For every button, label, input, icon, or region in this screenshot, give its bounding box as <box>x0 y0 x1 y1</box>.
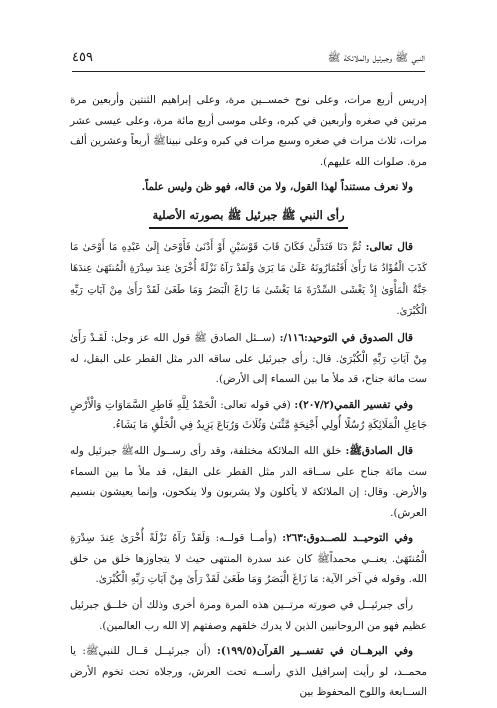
statement-paragraph: ولا نعرف مستنداً لهذا القول، ولا من قاله، فهو ظن وليس علماً. <box>141 181 413 194</box>
page-header <box>72 50 425 67</box>
page-body <box>70 90 427 708</box>
intro-paragraph: إدريس أربع مرات، وعلى نوح خمســين مرة، وعلى إبراهيم الثنتين وأربعين مرة مرتين في صغره وأربعين في كبره، وعلى موسى أربع مائة مرة، وعلى عيسى عشر مرات، ثلاث مرات في صغره وسبع مرات في كبره وعلى نبيناﷺ أربعاً وعشرين ألف مرة. صلوات الله عليهم). <box>70 94 427 168</box>
paragraph-tawhid-263 <box>70 528 427 590</box>
paragraph-text: رأى جبرئيــل في صورته مرتــين هذه المرة ومرة أخرى وذلك أن خلــق جبرئيل عظيم فهو من الروحانيين الذين لا يدرك خلقهم وصفتهم إلا الله رب العالمين). <box>70 599 427 632</box>
paragraph-text: (أن جبرئيــل قــال للنبيﷺ: يا محمــد، لو رأيت إسرافيل الذي رأســه تحت العرش، ورجلاه تحت تخوم الأرض الســابعة واللوح المحفوظ بين <box>70 645 427 699</box>
paragraph-burhan <box>70 641 427 703</box>
paragraph-label: قال الصدوق في التوحيد:١١٦/: <box>275 331 413 344</box>
paragraph-label: وفي تفسير القمي(٢٠٧/٢): <box>294 398 413 411</box>
paragraph-text: (وأمــا قولــه: وَلَقَدْ رَآهُ نَزْلَةً أُخْرَىٰ عِندَ سِدْرَةِ الْمُنتَهَىٰ. يعنــي محمداًﷺ كان عند سدرة المنتهى حيث لا يتجاوزها خلق من خلق الله. وقوله في آخر الآية: مَا زَاغَ الْبَصَرُ وَمَا طَغَىٰ لَقَدْ رَأَىٰ مِنْ آيَاتِ رَبِّهِ الْكُبْرَىٰ. <box>70 532 427 586</box>
paragraph-label: قال تعالى: <box>365 240 413 253</box>
paragraph-saduq-tawhid <box>70 328 427 390</box>
section-heading-wrap <box>70 205 427 229</box>
section-heading: رأى النبي ﷺ جبرئيل ﷺ بصورته الأصلية <box>149 205 347 229</box>
paragraph-text: ثُمَّ دَنَا فَتَدَلَّىٰ فَكَانَ قَابَ قَوْسَيْنِ أَوْ أَدْنَىٰ فَأَوْحَىٰ إِلَىٰ عَبْدِهِ مَا أَوْحَىٰ مَا كَذَبَ الْفُؤَادُ مَا رَأَىٰ أَفَتُمَارُونَهُ عَلَىٰ مَا يَرَىٰ وَلَقَدْ رَآهُ نَزْلَةً أُخْرَىٰ عِندَ سِدْرَةِ الْمُنتَهَىٰ عِندَهَا جَنَّةُ الْمَأْوَىٰ إِذْ يَغْشَى السِّدْرَةَ مَا يَغْشَىٰ مَا زَاغَ الْبَصَرُ وَمَا طَغَىٰ لَقَدْ رَأَىٰ مِنْ آيَاتِ رَبِّهِ الْكُبْرَىٰ. <box>70 241 427 318</box>
page-number: ٤٥٩ <box>72 50 93 65</box>
paragraph-continuation <box>70 595 427 636</box>
paragraph-text: (ســئل الصادق ﷺ قول الله عز وجل: لَقَـدْ رَأَىٰ مِنْ آيَاتِ رَبِّهِ الْكُبْرَىٰ. قال: رأى جبرئيل على ساقه الدر مثل القطر على البقل، له ست مائة جناح، قد ملأ ما بين السماء إلى الأرض). <box>70 331 427 386</box>
paragraph-label: قال الصادقﷺ: <box>345 444 413 457</box>
header-rule <box>72 71 425 72</box>
running-title: النبي ﷺ وجبرئيل والملائكة ﷺ <box>327 52 425 64</box>
paragraph-text: خلق الله الملائكة مختلفة، وقد رأى رســول اللهﷺ جبرئيل وله ست مائة جناح على ســاقه الدر مثل القطر على البقل، قد ملأ ما بين السماء والأرض. وقال: إن الملائكة لا يأكلون ولا يشربون ولا ينكحون، وإنما يعيشون بنسيم العرش). <box>70 444 427 519</box>
paragraph-label: وفي البرهــان في تفســير القرآن(١٩٩/٥): <box>217 645 413 658</box>
paragraph-tafsir-qummi <box>70 395 427 436</box>
paragraph-quran-verse <box>70 237 427 323</box>
paragraph-text: (في قوله تعالى: الْحَمْدُ لِلَّهِ فَاطِرِ السَّمَاوَاتِ وَالْأَرْضِ جَاعِلِ الْمَلَائِكَةِ رُسُلًا أُولِي أَجْنِحَةٍ مَّثْنَىٰ وَثُلَاثَ وَرُبَاعَ يَزِيدُ فِي الْخَلْقِ مَا يَشَاءُ. <box>70 398 427 432</box>
paragraph-sadiq-saying <box>70 441 427 523</box>
paragraph-label: وفي التوحيــد للصــدوق:٢٦٣: <box>282 532 413 545</box>
